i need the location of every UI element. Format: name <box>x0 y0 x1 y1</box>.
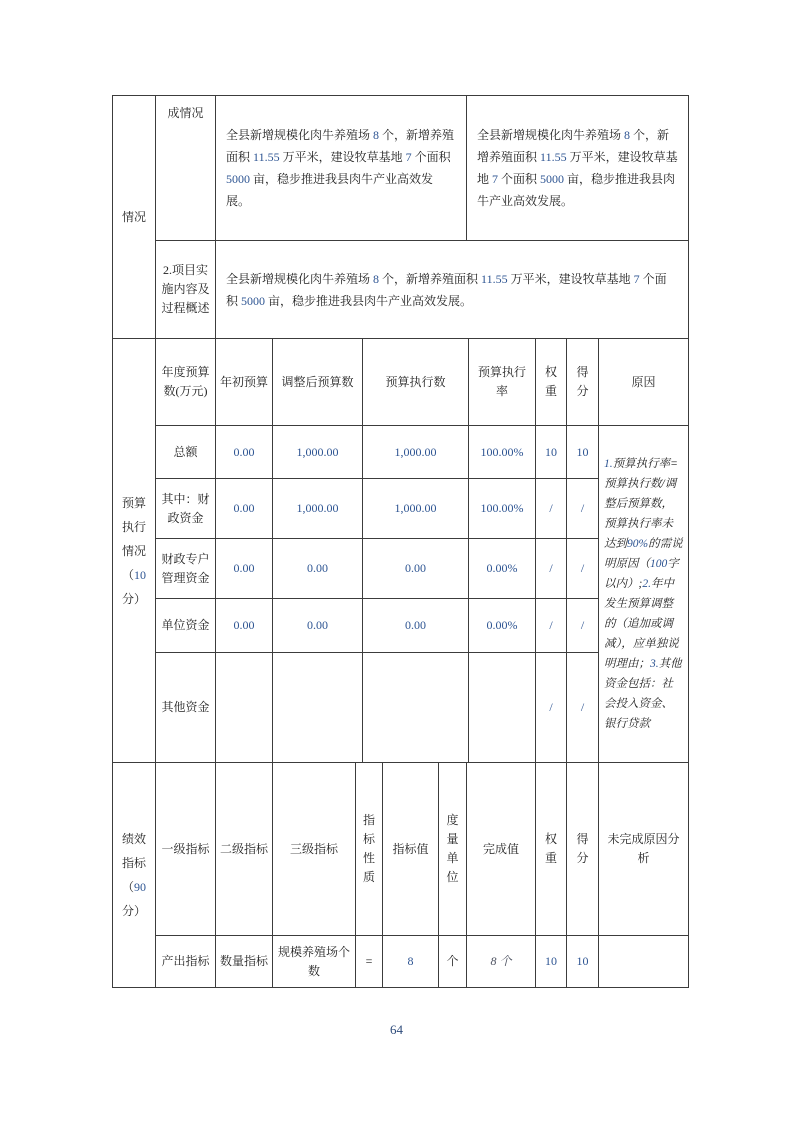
table-cell: 100.00% <box>469 426 536 479</box>
table-cell <box>469 653 536 763</box>
status-row1-label: 成情况 <box>156 96 216 241</box>
budget-row-name: 总额 <box>156 426 216 479</box>
status-row-2 <box>113 241 689 339</box>
table-cell: / <box>567 599 599 653</box>
document-sheet <box>112 95 688 988</box>
indicator-header-value: 指标值 <box>383 763 439 936</box>
table-cell: 规模养殖场个数 <box>273 936 356 988</box>
table-cell <box>363 653 469 763</box>
indicator-header-row <box>113 763 689 936</box>
indicator-header-level2: 二级指标 <box>216 763 273 936</box>
budget-header-annual: 年度预算数(万元) <box>156 339 216 426</box>
table-cell: / <box>536 653 567 763</box>
budget-header-rate: 预算执行率 <box>469 339 536 426</box>
table-cell: 8 <box>383 936 439 988</box>
indicator-header-level1: 一级指标 <box>156 763 216 936</box>
budget-execution-table <box>112 338 689 763</box>
budget-header-row <box>113 339 689 426</box>
budget-header-initial: 年初预算 <box>216 339 273 426</box>
table-cell: / <box>567 653 599 763</box>
status-row1-right-text: 全县新增规模化肉牛养殖场 8 个，新增养殖面积 11.55 万平米，建设牧草基地 7 个面积 5000 亩，稳步推进我县肉牛产业高效发展。 <box>467 96 689 241</box>
page-number: 64 <box>390 1022 403 1037</box>
table-cell: 8 个 <box>467 936 536 988</box>
table-cell: 个 <box>439 936 467 988</box>
table-cell: 1,000.00 <box>273 426 363 479</box>
budget-row-name: 其中：财政资金 <box>156 479 216 539</box>
status-row-1 <box>113 96 689 241</box>
table-cell: / <box>567 539 599 599</box>
table-cell: 0.00 <box>273 539 363 599</box>
table-cell: 1,000.00 <box>363 426 469 479</box>
table-cell: / <box>536 599 567 653</box>
status-table <box>112 95 689 339</box>
indicator-header-unit: 度量单位 <box>439 763 467 936</box>
indicator-header-completed: 完成值 <box>467 763 536 936</box>
budget-header-weight: 权重 <box>536 339 567 426</box>
budget-header-executed: 预算执行数 <box>363 339 469 426</box>
table-cell: 0.00 <box>216 599 273 653</box>
budget-header-adjusted: 调整后预算数 <box>273 339 363 426</box>
table-cell: 1,000.00 <box>363 479 469 539</box>
budget-header-score: 得分 <box>567 339 599 426</box>
table-cell: 0.00% <box>469 599 536 653</box>
status-row1-left-text: 全县新增规模化肉牛养殖场 8 个，新增养殖面积 11.55 万平米，建设牧草基地 7 个面积 5000 亩，稳步推进我县肉牛产业高效发展。 <box>216 96 467 241</box>
indicator-header-weight: 权重 <box>536 763 567 936</box>
table-cell: 0.00% <box>469 539 536 599</box>
status-row2-text: 全县新增规模化肉牛养殖场 8 个，新增养殖面积 11.55 万平米，建设牧草基地 7 个面积 5000 亩，稳步推进我县肉牛产业高效发展。 <box>216 241 689 339</box>
budget-reason-note: 1.预算执行率=预算执行数/调整后预算数，预算执行率未达到90%的需说明原因（100字以内）;2.年中发生预算调整的（追加或调减），应单独说明理由；3.其他资金包括：社会投入资金、银行贷款 <box>599 426 689 763</box>
indicator-header-analysis: 未完成原因分析 <box>599 763 689 936</box>
table-cell <box>273 653 363 763</box>
table-cell: 0.00 <box>363 539 469 599</box>
table-cell: 0.00 <box>363 599 469 653</box>
table-cell: / <box>536 539 567 599</box>
budget-header-reason: 原因 <box>599 339 689 426</box>
budget-row-name: 单位资金 <box>156 599 216 653</box>
table-cell: 0.00 <box>273 599 363 653</box>
table-cell: 10 <box>567 936 599 988</box>
table-cell: 10 <box>567 426 599 479</box>
budget-row-total <box>113 426 689 479</box>
indicator-header-nature: 指标性质 <box>356 763 383 936</box>
table-cell: 0.00 <box>216 539 273 599</box>
status-side-label: 情况 <box>113 96 156 339</box>
budget-row-name: 财政专户管理资金 <box>156 539 216 599</box>
indicator-header-score: 得分 <box>567 763 599 936</box>
table-cell: 产出指标 <box>156 936 216 988</box>
table-cell: 0.00 <box>216 479 273 539</box>
indicator-side-label: 绩效指标（90分） <box>113 763 156 988</box>
table-cell: 10 <box>536 426 567 479</box>
indicator-header-level3: 三级指标 <box>273 763 356 936</box>
budget-row-name: 其他资金 <box>156 653 216 763</box>
indicator-row-output <box>113 936 689 988</box>
status-row2-label: 2.项目实施内容及过程概述 <box>156 241 216 339</box>
table-cell: 0.00 <box>216 426 273 479</box>
table-cell: 100.00% <box>469 479 536 539</box>
budget-side-label: 预算执行情况（10分） <box>113 339 156 763</box>
table-cell: 1,000.00 <box>273 479 363 539</box>
table-cell: 数量指标 <box>216 936 273 988</box>
table-cell: 10 <box>536 936 567 988</box>
table-cell: / <box>567 479 599 539</box>
table-cell <box>216 653 273 763</box>
table-cell <box>599 936 689 988</box>
table-cell: / <box>536 479 567 539</box>
table-cell: = <box>356 936 383 988</box>
performance-indicator-table <box>112 762 689 988</box>
